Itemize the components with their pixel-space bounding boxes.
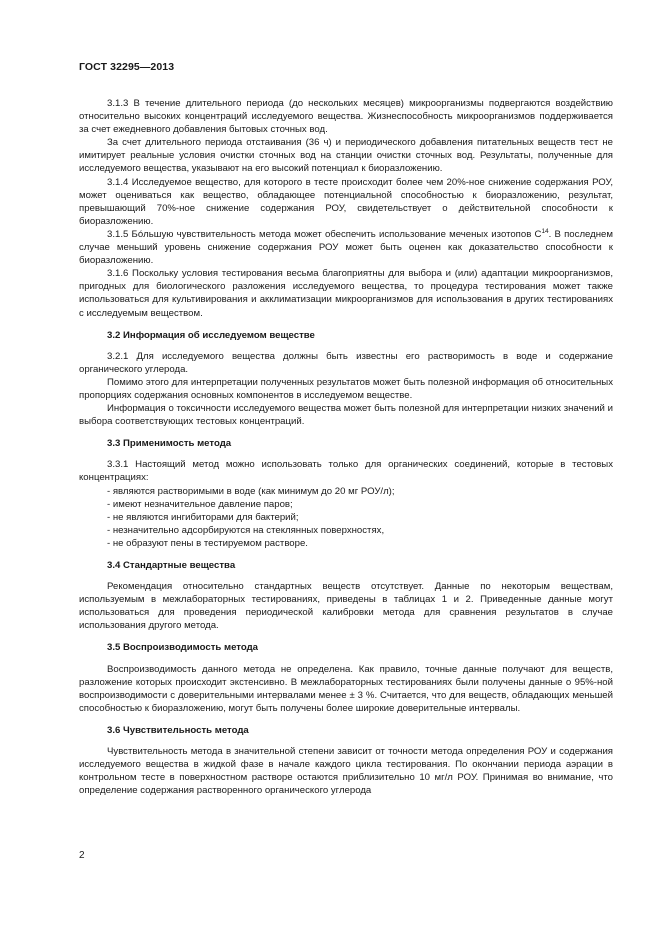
page-number: 2 [79, 850, 85, 861]
heading-3-4: 3.4 Стандартные вещества [107, 560, 236, 571]
heading-3-6: 3.6 Чувствительность метода [107, 724, 249, 736]
paragraph-3-1-6: 3.1.6 Поскольку условия тестирования весьма благоприятны для выбора и (или) адаптации микроорганизмов, пригодных для биологического разложения исследуемого вещества, то процедура тестирования может также использоваться для культивирования и акклиматизации микроорганизмов для использования в других тестированиях с исследуемым веществом. [79, 268, 613, 319]
isotope-superscript: 14 [541, 227, 549, 235]
paragraph-3-1-5-text-a: 3.1.5 Бóльшую чувствительность метода может обеспечить использование меченых изотопов C [107, 228, 542, 240]
paragraph-3-1-5-text-b: . В последнем случае меньший уровень снижение содержания РОУ может быть оценен как доказательство способности к биоразложению. [79, 228, 613, 267]
paragraph-3-2-1: 3.2.1 Для исследуемого вещества должны быть известны его растворимость в воде и содержание органического углерода. [79, 350, 613, 375]
heading-3-2: 3.2 Информация об исследуемом веществе [107, 329, 315, 341]
paragraph-3-3-1: 3.3.1 Настоящий метод можно использовать только для органических соединений, которые в тестовых концентрациях: [79, 459, 613, 484]
paragraph-3-1-5 [79, 228, 613, 267]
applicability-list [79, 485, 613, 550]
document-body [79, 97, 613, 797]
list-item: - не являются ингибиторами для бактерий; [107, 511, 299, 523]
paragraph-3-1-3-continued: За счет длительного периода отстаивания (36 ч) и периодического добавления питательных веществ тест не имитирует реальные условия очистки сточных вод на станции очистки сточных вод. Результаты, полученные для исследуемого вещества, указывают на его высокий потенциал к биоразложению. [79, 137, 613, 175]
paragraph-3-6: Чувствительность метода в значительной степени зависит от точности метода определения РОУ и содержания исследуемого вещества в жидкой фазе в начале каждого цикла тестирования. По окончании периода аэрации в контрольном тесте в поверхностном растворе остаются приблизительно 10 мг/л РОУ. Принимая во внимание, что определение содержания растворенного органического углерода [79, 746, 613, 797]
paragraph-3-2-3: Информация о токсичности исследуемого вещества может быть полезной для интерпретации низких значений и выбора соответствующих тестовых концентраций. [79, 403, 613, 428]
paragraph-3-1-3: 3.1.3 В течение длительного периода (до нескольких месяцев) микроорганизмы подвергаются воздействию относительно высоких концентраций исследуемого вещества. Жизнеспособность микроорганизмов поддерживается за счет ежедневного добавления бытовых сточных вод. [79, 98, 613, 136]
document-header: ГОСТ 32295—2013 [79, 61, 175, 73]
paragraph-3-1-4: 3.1.4 Исследуемое вещество, для которого в тесте происходит более чем 20%-ное снижение содержания РОУ, может оцениваться как вещество, обладающее потенциальной способностью к биоразложению, результат, превышающий 70%-ное снижение содержания РОУ, свидетельствует о действительной способности к биоразложению. [79, 176, 613, 227]
paragraph-3-5: Воспроизводимость данного метода не определена. Как правило, точные данные получают для веществ, разложение которых происходит экстенсивно. В межлабораторных тестированиях были получены данные о 95%-ной воспроизводимости с доверительными интервалами менее ± 3 %. Считается, что для веществ, обладающих меньшей способностью к биоразложению, могут быть получены более широкие доверительные интервалы. [79, 663, 613, 714]
paragraph-3-2-2: Помимо этого для интерпретации полученных результатов может быть полезной информация об относительных пропорциях содержания основных компонентов в исследуемом веществе. [79, 376, 613, 401]
heading-3-5: 3.5 Воспроизводимость метода [107, 642, 259, 654]
list-item: - незначительно адсорбируются на стеклянных поверхностях, [107, 524, 385, 536]
list-item: - имеют незначительное давление паров; [107, 498, 293, 510]
list-item: - не образуют пены в тестируемом растворе. [107, 537, 308, 549]
heading-3-3: 3.3 Применимость метода [107, 438, 232, 450]
paragraph-3-4: Рекомендация относительно стандартных веществ отсутствует. Данные по некоторым веществам, используемым в межлабораторных тестированиях, приведены в таблицах 1 и 2. Приведенные данные могут использоваться для проведения периодической калибровки метода для сравнения результатов в случае использования другого метода. [79, 581, 613, 632]
list-item: - являются растворимыми в воде (как минимум до 20 мг РОУ/л); [107, 485, 395, 497]
